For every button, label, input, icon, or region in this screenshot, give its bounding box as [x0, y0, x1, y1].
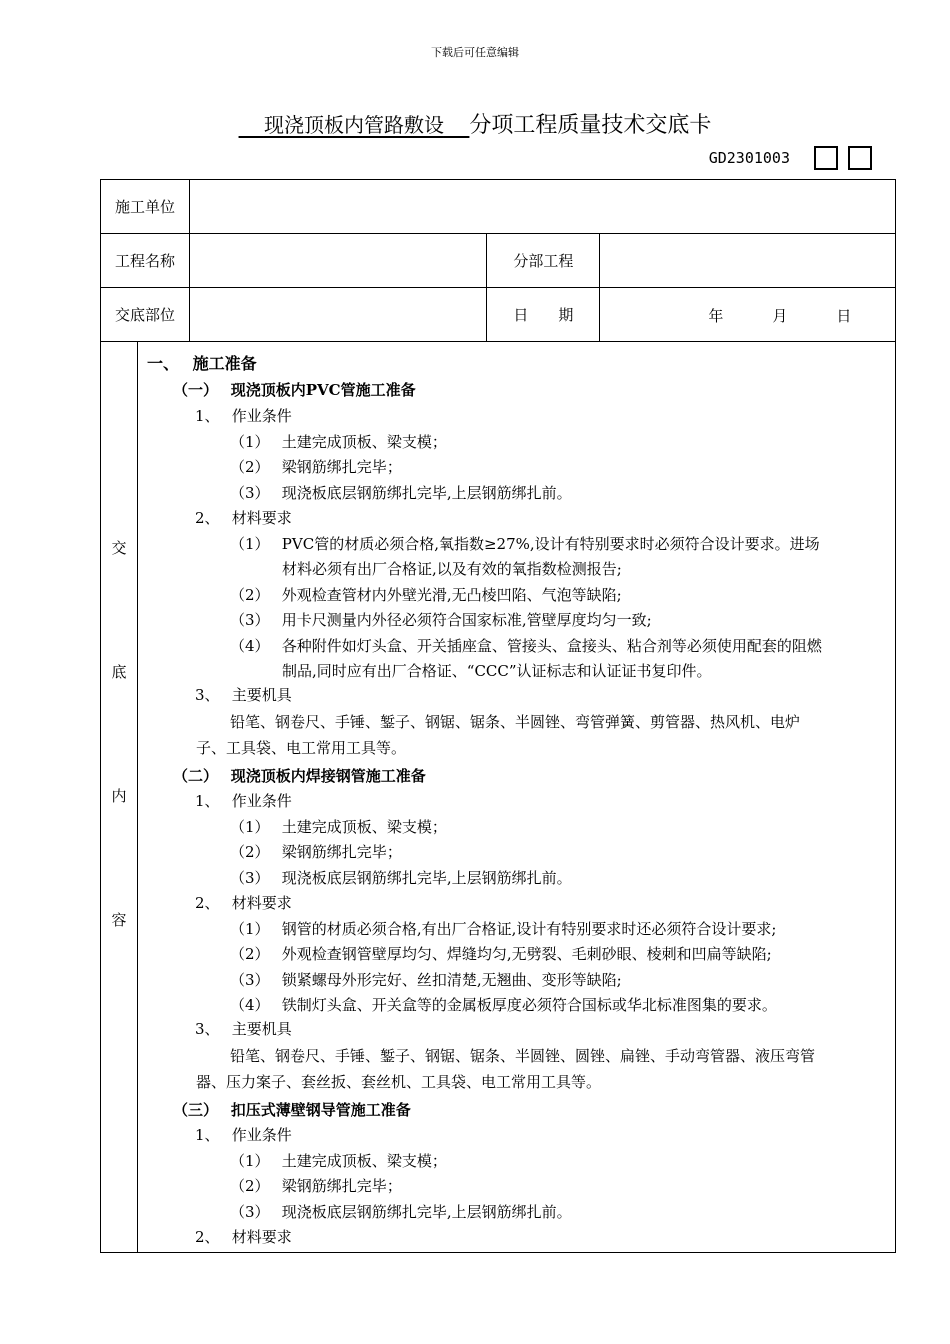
item-heading: 2、 材料要求	[195, 894, 292, 912]
paragraph-line: 铅笔、钢卷尺、手锤、錾子、钢锯、锯条、半圆锉、圆锉、扁锉、手动弯管器、液压弯管	[230, 1047, 816, 1065]
code-row	[709, 146, 872, 170]
list-item-continued: 制品,同时应有出厂合格证、“CCC”认证标志和认证证书复印件。	[282, 662, 712, 680]
construction-unit-value[interactable]	[189, 180, 895, 234]
paragraph-line: 子、工具袋、电工常用工具等。	[196, 739, 407, 757]
list-item: （1） 钢管的材质必须合格,有出厂合格证,设计有特别要求时还必须符合设计要求;	[230, 920, 777, 938]
list-item: （1） 土建完成顶板、梁支模；	[230, 433, 447, 451]
header-table	[100, 179, 896, 342]
side-char-1: 交	[111, 539, 127, 557]
side-char-3: 内	[111, 787, 127, 805]
list-item: （1） 土建完成顶板、梁支模；	[230, 1152, 447, 1170]
list-item: （1） PVC管的材质必须合格,氧指数≥27%,设计有特别要求时必须符合设计要求。进场	[230, 535, 820, 553]
list-item: （2） 梁钢筋绑扎完毕；	[230, 1177, 402, 1195]
title-rest: 分项工程质量技术交底卡	[469, 113, 712, 138]
date-value[interactable]	[600, 288, 896, 342]
content-box	[100, 341, 896, 1253]
subsection-heading: （三） 扣压式薄壁钢导管施工准备	[173, 1101, 411, 1119]
paragraph-line: 铅笔、钢卷尺、手锤、錾子、钢锯、锯条、半圆锉、弯管弹簧、剪管器、热风机、电炉	[230, 713, 801, 731]
project-name-label: 工程名称	[101, 234, 190, 288]
checkbox-2[interactable]	[848, 146, 872, 170]
location-label: 交底部位	[101, 288, 190, 342]
title-subject: 现浇顶板内管路敷设	[263, 113, 444, 137]
side-char-2: 底	[111, 663, 127, 681]
paragraph-line: 器、压力案子、套丝扳、套丝机、工具袋、电工常用工具等。	[196, 1073, 602, 1091]
division-value[interactable]	[600, 234, 896, 288]
subsection-heading: （二） 现浇顶板内焊接钢管施工准备	[173, 767, 426, 785]
item-heading: 3、 主要机具	[195, 686, 292, 704]
project-name-value[interactable]	[189, 234, 487, 288]
month-label: 月	[772, 307, 788, 325]
download-note: 下载后可任意编辑	[431, 46, 519, 59]
subsection-heading: （一） 现浇顶板内PVC管施工准备	[173, 381, 416, 399]
list-item: （3） 用卡尺测量内外径必须符合国家标准,管壁厚度均匀一致;	[230, 611, 652, 629]
checkbox-1[interactable]	[814, 146, 838, 170]
date-label: 日 期	[487, 288, 600, 342]
list-item: （2） 外观检查钢管壁厚均匀、焊缝均匀,无劈裂、毛刺砂眼、棱刺和凹扁等缺陷;	[230, 945, 772, 963]
list-item: （2） 梁钢筋绑扎完毕；	[230, 458, 402, 476]
construction-unit-label: 施工单位	[101, 180, 190, 234]
section-heading: 一、 施工准备	[147, 354, 257, 373]
page-title	[0, 108, 950, 139]
item-heading: 1、 作业条件	[195, 1126, 292, 1144]
item-heading: 2、 材料要求	[195, 509, 292, 527]
list-item: （4） 铁制灯头盒、开关盒等的金属板厚度必须符合国标或华北标准图集的要求。	[230, 996, 777, 1014]
list-item: （3） 现浇板底层钢筋绑扎完毕,上层钢筋绑扎前。	[230, 1203, 572, 1221]
item-heading: 1、 作业条件	[195, 792, 292, 810]
side-label-column	[101, 341, 138, 1252]
document-code: GD2301003	[708, 149, 790, 167]
list-item: （3） 锁紧螺母外形完好、丝扣清楚,无翘曲、变形等缺陷;	[230, 971, 622, 989]
content-area	[138, 341, 895, 1252]
side-char-4: 容	[111, 911, 127, 929]
item-heading: 3、 主要机具	[195, 1020, 292, 1038]
location-value[interactable]	[189, 288, 487, 342]
list-item: （4） 各种附件如灯头盒、开关插座盒、管接头、盒接头、粘合剂等必须使用配套的阻燃	[230, 637, 822, 655]
list-item: （3） 现浇板底层钢筋绑扎完毕,上层钢筋绑扎前。	[230, 484, 572, 502]
year-label: 年	[708, 307, 724, 325]
item-heading: 2、 材料要求	[195, 1228, 292, 1246]
item-heading: 1、 作业条件	[195, 407, 292, 425]
list-item: （2） 梁钢筋绑扎完毕；	[230, 843, 402, 861]
list-item: （3） 现浇板底层钢筋绑扎完毕,上层钢筋绑扎前。	[230, 869, 572, 887]
day-label: 日	[836, 307, 852, 325]
list-item: （2） 外观检查管材内外壁光滑,无凸棱凹陷、气泡等缺陷;	[230, 586, 622, 604]
list-item: （1） 土建完成顶板、梁支模；	[230, 818, 447, 836]
list-item-continued: 材料必须有出厂合格证,以及有效的氧指数检测报告;	[282, 560, 622, 578]
division-label: 分部工程	[487, 234, 600, 288]
